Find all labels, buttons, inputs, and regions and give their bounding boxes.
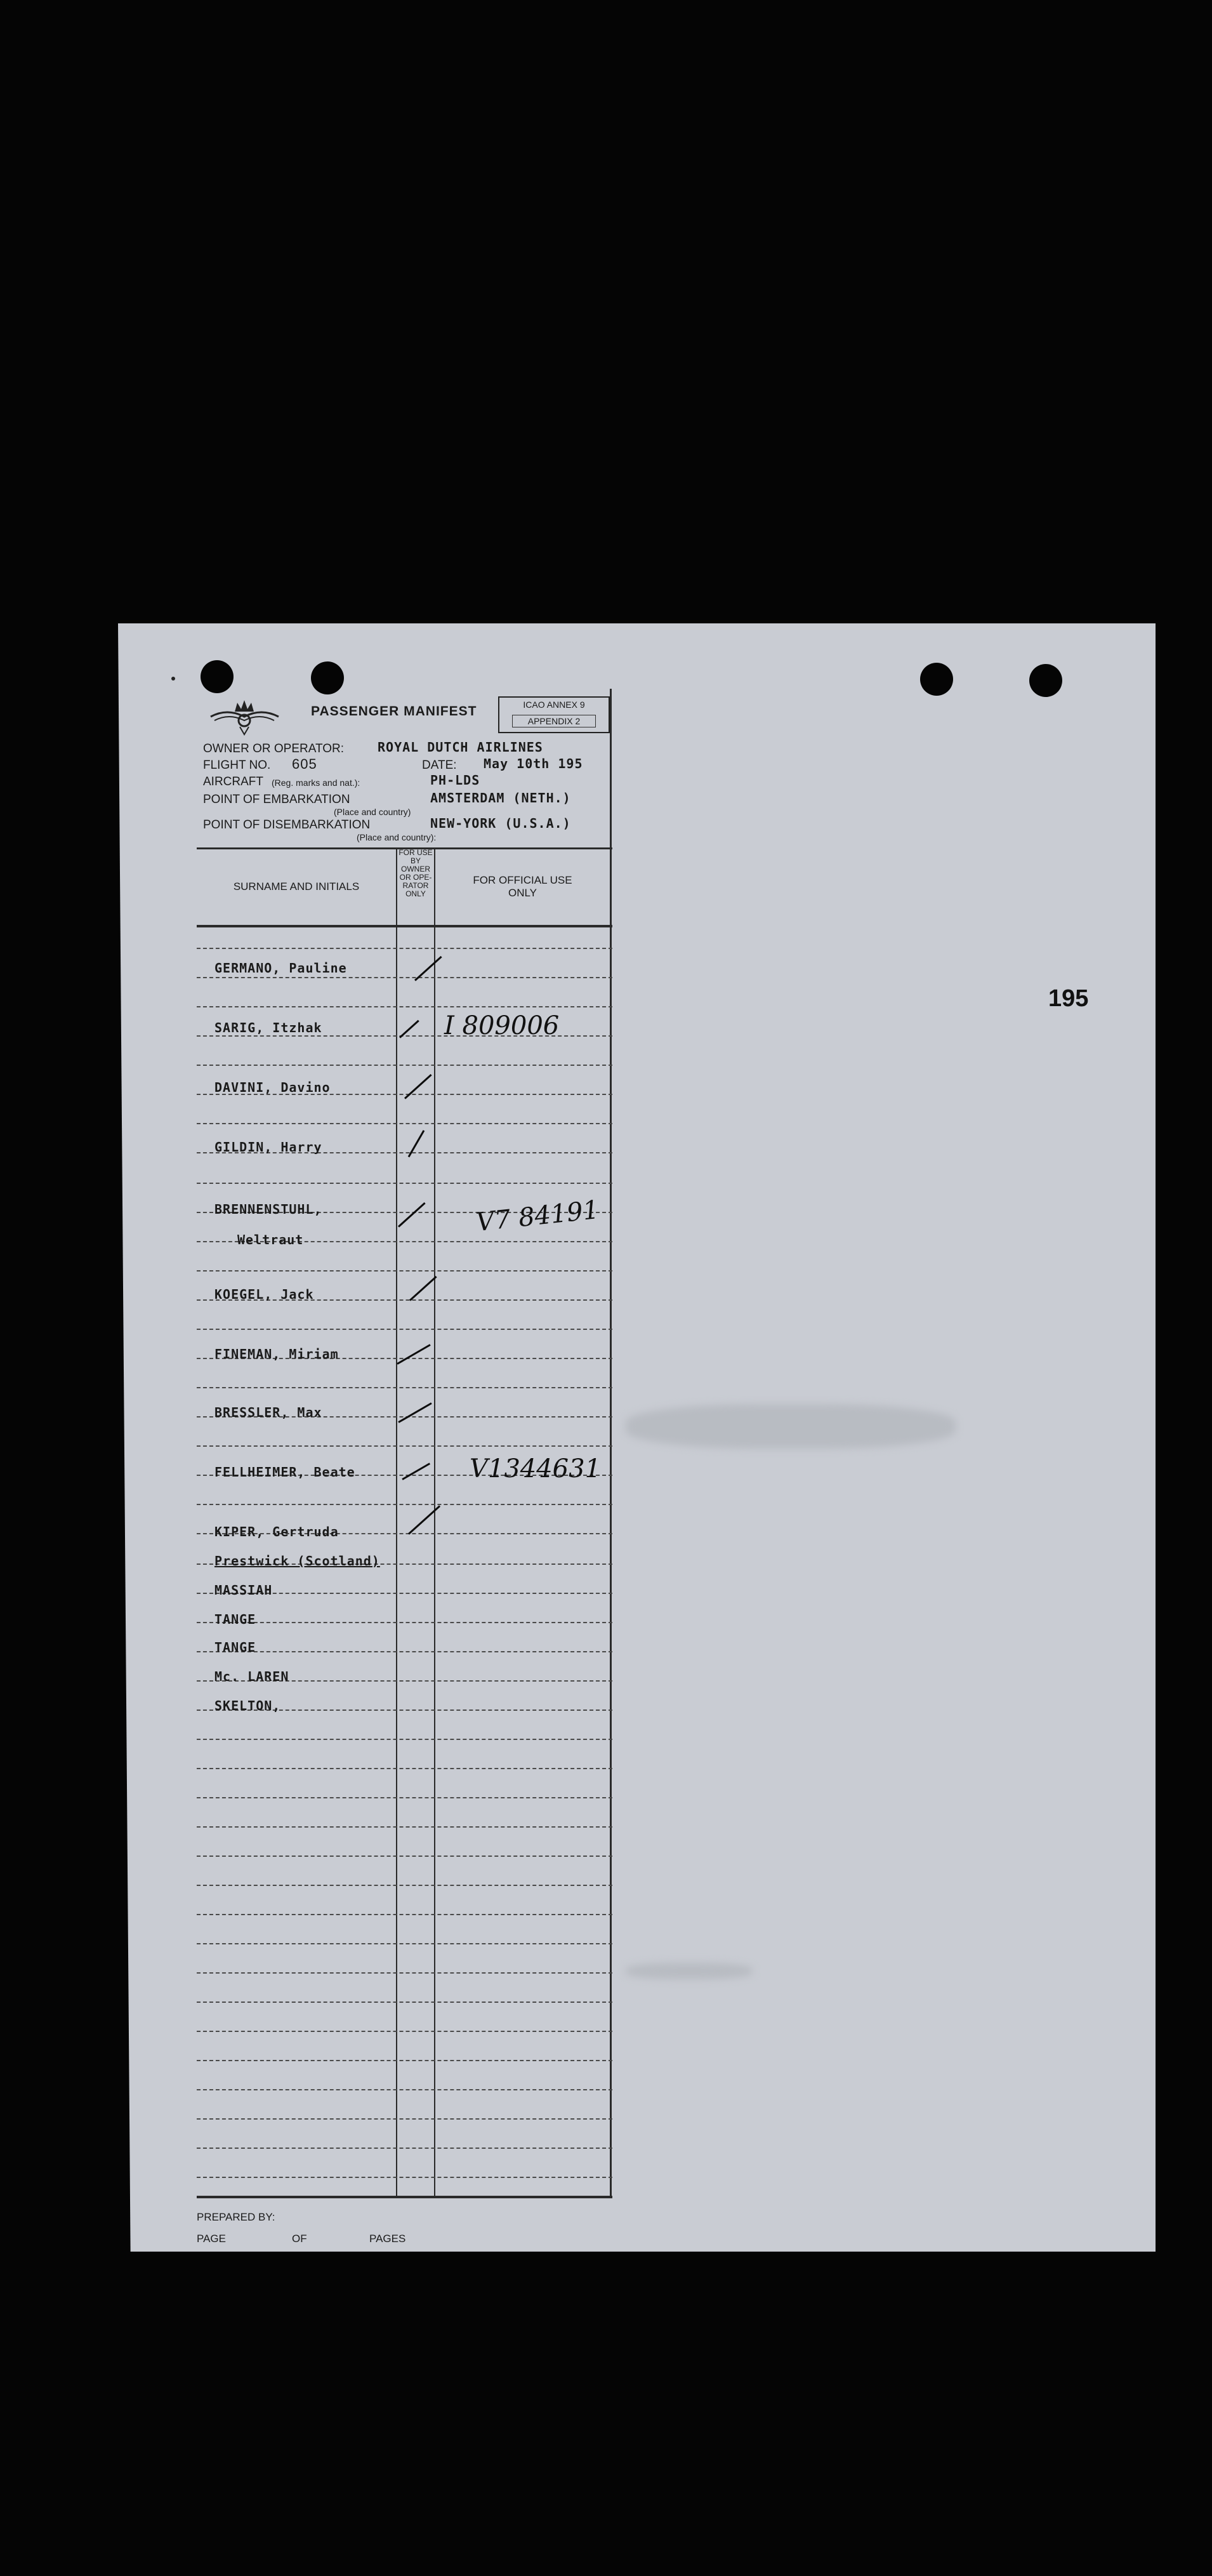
handwritten-passport-number: I 809006 — [444, 1011, 560, 1040]
passenger-manifest-form — [197, 689, 612, 2245]
crew-name: TANGE — [214, 1640, 256, 1655]
row-rule — [197, 1006, 612, 1007]
column-header-official-line: ONLY — [508, 887, 537, 899]
of-label: OF — [292, 2233, 307, 2245]
check-mark — [404, 1074, 432, 1099]
passenger-name: BRENNENSTUHL, — [214, 1202, 322, 1217]
passenger-name: GILDIN, Harry — [214, 1139, 322, 1155]
disembark-note: (Place and country): — [357, 832, 437, 842]
row-rule — [197, 2089, 612, 2090]
embark-label: POINT OF EMBARKATION — [203, 793, 350, 806]
row-rule — [197, 1768, 612, 1769]
flight-label: FLIGHT NO. — [203, 759, 271, 772]
column-header-name: SURNAME AND INITIALS — [233, 880, 360, 893]
table-bottom-rule — [197, 2196, 612, 2198]
row-rule — [197, 1065, 612, 1066]
passenger-name: KOEGEL, Jack — [214, 1287, 314, 1302]
column-header-owner-line: RATOR — [402, 881, 429, 890]
disembark-value: NEW-YORK (U.S.A.) — [430, 816, 571, 831]
check-mark — [402, 1463, 430, 1480]
embark-value: AMSTERDAM (NETH.) — [430, 790, 571, 806]
pin-dot — [171, 677, 175, 681]
appendix-line: APPENDIX 2 — [512, 715, 596, 727]
table-header-rule — [197, 925, 612, 927]
check-mark — [398, 1202, 426, 1228]
row-rule — [197, 2177, 612, 2178]
row-rule — [197, 1329, 612, 1330]
embark-note: (Place and country) — [334, 807, 411, 817]
column-header-official-line: FOR OFFICIAL USE — [473, 874, 572, 886]
row-rule — [197, 1914, 612, 1915]
aircraft-label: AIRCRAFT — [203, 775, 263, 788]
passenger-name: FINEMAN, Miriam — [214, 1346, 339, 1362]
check-mark — [398, 1402, 431, 1423]
row-rule — [197, 1622, 612, 1623]
sheet-number: 195 — [1048, 985, 1089, 1012]
passenger-name: KIPER, Gertruda — [214, 1524, 339, 1539]
date-label: DATE: — [422, 759, 457, 772]
row-rule — [197, 1123, 612, 1124]
flight-value: 605 — [292, 756, 317, 772]
row-rule — [197, 1504, 612, 1505]
row-rule — [197, 1387, 612, 1388]
row-rule — [197, 1885, 612, 1886]
punch-hole — [920, 663, 953, 696]
row-rule — [197, 1651, 612, 1652]
pages-label: PAGES — [369, 2233, 406, 2245]
row-rule — [197, 1270, 612, 1271]
column-header-owner-use — [397, 849, 434, 898]
row-rule — [197, 1739, 612, 1740]
passenger-name: FELLHEIMER, Beate — [214, 1464, 355, 1480]
row-rule — [197, 1797, 612, 1798]
klm-crown-logo-icon — [208, 698, 281, 736]
owner-value: ROYAL DUTCH AIRLINES — [378, 740, 543, 755]
column-header-owner-line: BY — [410, 856, 421, 865]
column-header-owner-line: OWNER — [401, 865, 430, 873]
paper-stain — [626, 1963, 753, 1979]
passenger-name-continued: Weltraut — [237, 1232, 304, 1247]
aircraft-note: (Reg. marks and nat.): — [272, 778, 360, 788]
row-rule — [197, 1445, 612, 1447]
row-rule — [197, 977, 612, 978]
row-rule — [197, 2002, 612, 2003]
date-value: May 10th 195 — [484, 756, 583, 771]
row-rule — [197, 2060, 612, 2061]
row-rule — [197, 1972, 612, 1974]
row-rule — [197, 1943, 612, 1944]
crew-name: SKELTON, — [214, 1698, 281, 1713]
disembark-label: POINT OF DISEMBARKATION — [203, 818, 371, 832]
icao-annex-box — [498, 696, 610, 733]
check-mark — [409, 1276, 437, 1301]
row-rule — [197, 1826, 612, 1828]
owner-label: OWNER OR OPERATOR: — [203, 742, 345, 755]
column-header-owner-line: ONLY — [405, 889, 426, 898]
form-title: PASSENGER MANIFEST — [311, 704, 477, 719]
row-rule — [197, 948, 612, 949]
owner-column-right-border — [434, 847, 435, 2197]
column-header-owner-line: OR OPE- — [399, 873, 432, 882]
passenger-name: GERMANO, Pauline — [214, 960, 347, 976]
page-label: PAGE — [197, 2233, 226, 2245]
prepared-by-label: PREPARED BY: — [197, 2211, 275, 2223]
passenger-name: SARIG, Itzhak — [214, 1020, 322, 1035]
crew-name: MASSIAH — [214, 1583, 273, 1598]
row-rule — [197, 2118, 612, 2120]
paper-stain — [626, 1404, 956, 1449]
owner-column-left-border — [396, 847, 397, 2197]
column-header-official — [435, 874, 610, 900]
passenger-name: DAVINI, Davino — [214, 1080, 331, 1095]
stopover-note: Prestwick (Scotland) — [214, 1553, 380, 1569]
passenger-name: BRESSLER, Max — [214, 1405, 322, 1420]
crew-name: TANGE — [214, 1612, 256, 1627]
column-header-owner-line: FOR USE — [399, 848, 433, 857]
check-mark — [408, 1505, 440, 1534]
punch-hole — [1029, 664, 1062, 697]
check-mark — [397, 1344, 430, 1365]
row-rule — [197, 2148, 612, 2149]
row-rule — [197, 1856, 612, 1857]
crew-name: Mc. LAREN — [214, 1669, 289, 1684]
row-rule — [197, 1183, 612, 1184]
annex-line: ICAO ANNEX 9 — [523, 700, 585, 710]
row-rule — [197, 2031, 612, 2032]
handwritten-passport-number: V1344631 — [470, 1454, 602, 1484]
aircraft-value: PH-LDS — [430, 773, 480, 788]
handwritten-passport-number: V7 84191 — [475, 1195, 601, 1238]
